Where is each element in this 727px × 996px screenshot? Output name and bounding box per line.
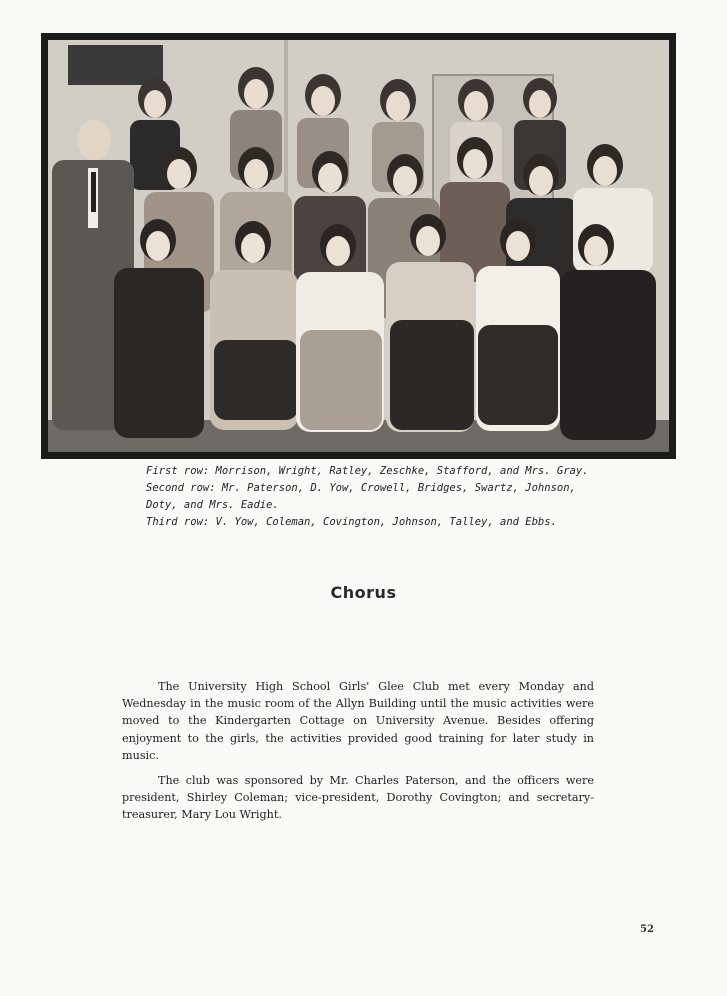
- caption-second-row-continued: Doty, and Mrs. Eadie.: [146, 499, 279, 511]
- photo-frame: [41, 33, 676, 459]
- photo-illustration: [48, 40, 669, 452]
- page-title: Chorus: [330, 583, 397, 602]
- page-number: 52: [640, 924, 654, 935]
- caption-third-row: Third row: V. Yow, Coleman, Covington, Johnson, Talley, and Ebbs.: [146, 516, 557, 528]
- photo-caption: [146, 463, 646, 531]
- body-paragraph-1: [122, 678, 594, 764]
- body-paragraph-2: [122, 772, 594, 824]
- group-photo: [48, 40, 669, 452]
- caption-first-row: First row: Morrison, Wright, Ratley, Zeschke, Stafford, and Mrs. Gray.: [146, 465, 589, 477]
- paragraph-text: The club was sponsored by Mr. Charles Paterson, and the officers were president, Shirley Coleman; vice-president, Dorothy Covington; and secretary-treasurer, Mary Lou Wright.: [122, 774, 594, 822]
- caption-second-row: Second row: Mr. Paterson, D. Yow, Crowell, Bridges, Swartz, Johnson,: [146, 482, 576, 494]
- paragraph-text: The University High School Girls' Glee Club met every Monday and Wednesday in the music room of the Allyn Building until the music activities were moved to the Kindergarten Cottage on University Avenue. Besides offering enjoyment to the girls, the activities provided good training for later study in music.: [122, 680, 594, 762]
